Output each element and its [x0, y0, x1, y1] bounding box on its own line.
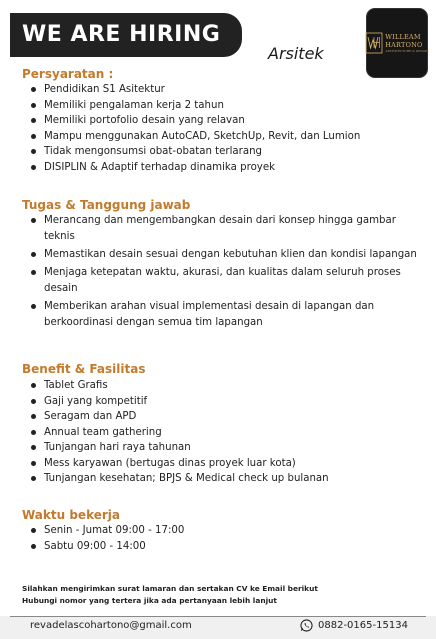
list-item: Mampu menggunakan AutoCAD, SketchUp, Revit, dan Lumion	[30, 129, 430, 145]
hours-list	[30, 523, 430, 554]
company-logo-mark-icon	[365, 32, 383, 54]
list-item: Memiliki pengalaman kerja 2 tahun	[30, 98, 430, 114]
list-item: Pendidikan S1 Asitektur	[30, 82, 430, 98]
list-item: DISIPLIN & Adaptif terhadap dinamika proyek	[30, 160, 430, 176]
requirements-title: Persyaratan :	[22, 67, 114, 81]
hours-title: Waktu bekerja	[22, 508, 120, 522]
footer-line-1: Silahkan mengirimkan surat lamaran dan sertakan CV ke Email berikut	[22, 584, 318, 593]
list-item: Memberikan arahan visual implementasi desain di lapangan dan berkoordinasi dengan semua tim lapangan	[30, 299, 430, 331]
contact-bar	[0, 616, 436, 639]
list-item: Seragam dan APD	[30, 409, 430, 425]
whatsapp-icon	[300, 619, 313, 632]
list-item: Senin - Jumat 09:00 - 17:00	[30, 523, 430, 539]
list-item: Tablet Grafis	[30, 378, 430, 394]
duties-list	[30, 213, 430, 333]
list-item: Tunjangan hari raya tahunan	[30, 440, 430, 456]
requirements-list	[30, 82, 430, 175]
footer-line-2: Hubungi nomor yang tertera jika ada pertanyaan lebih lanjut	[22, 596, 277, 605]
logo-line-1: WILLEAM	[385, 33, 421, 41]
list-item: Memastikan desain sesuai dengan kebutuhan klien dan kondisi lapangan	[30, 247, 430, 263]
benefits-title: Benefit & Fasilitas	[22, 362, 146, 376]
banner-title: WE ARE HIRING	[22, 22, 221, 47]
list-item: Gaji yang kompetitif	[30, 394, 430, 410]
contact-email[interactable]: revadelascohartono@gmail.com	[30, 620, 192, 631]
footer-note	[22, 583, 318, 607]
list-item: Sabtu 09:00 - 14:00	[30, 539, 430, 555]
list-item: Annual team gathering	[30, 425, 430, 441]
company-logo	[366, 8, 428, 78]
contact-phone: 0882-0165-15134	[318, 620, 408, 631]
contact-phone-group[interactable]	[300, 619, 408, 632]
list-item: Menjaga ketepatan waktu, akurasi, dan kualitas dalam seluruh proses desain	[30, 265, 430, 297]
list-item: Merancang dan mengembangkan desain dari konsep hingga gambar teknis	[30, 213, 430, 245]
benefits-list	[30, 378, 430, 487]
list-item: Mess karyawan (bertugas dinas proyek luar kota)	[30, 456, 430, 472]
list-item: Memiliki portofolio desain yang relavan	[30, 113, 430, 129]
logo-text	[385, 33, 428, 53]
list-item: Tunjangan kesehatan; BPJS & Medical check up bulanan	[30, 471, 430, 487]
hiring-banner	[10, 13, 242, 57]
role-title: Arsitek	[268, 44, 324, 63]
logo-subtitle: ARCHITECTURE & DESIGN	[385, 49, 429, 53]
duties-title: Tugas & Tanggung jawab	[22, 198, 191, 212]
list-item: Tidak mengonsumsi obat-obatan terlarang	[30, 144, 430, 160]
logo-line-2: HARTONO	[385, 41, 423, 49]
